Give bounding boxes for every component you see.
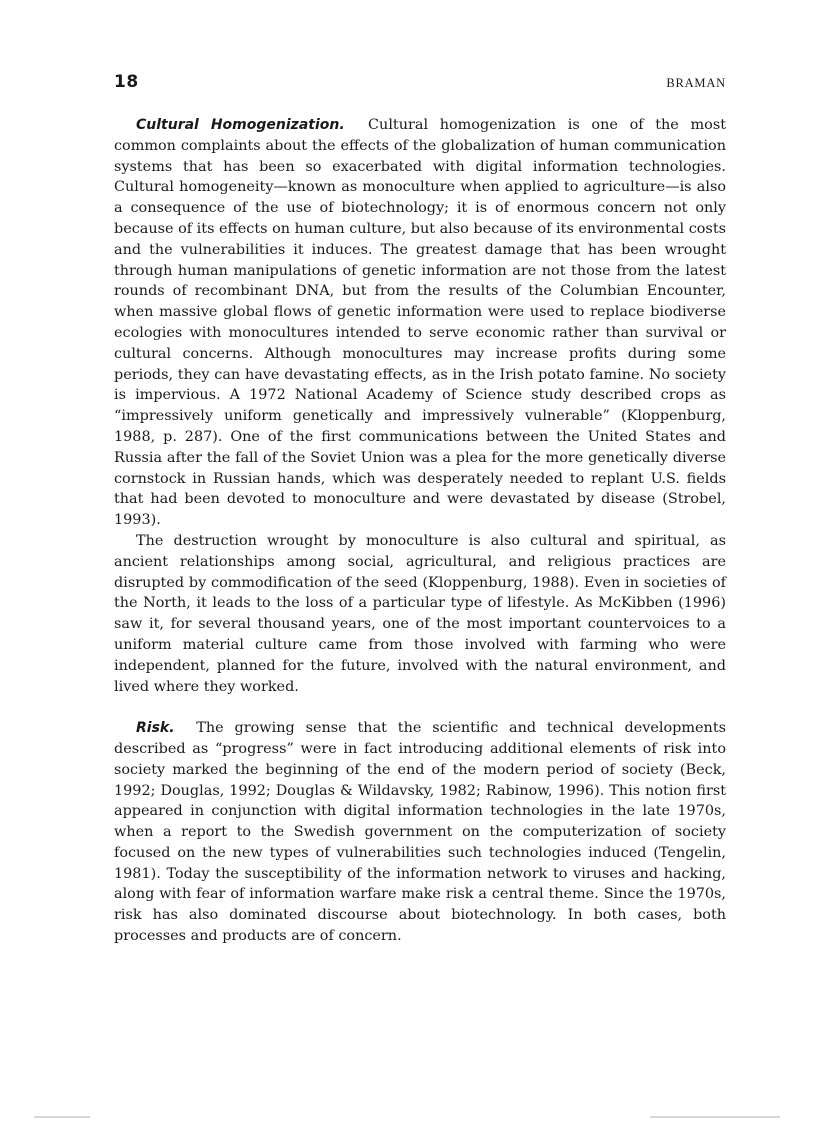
footer-printer-mark-left (34, 1116, 90, 1118)
page-number: 18 (114, 72, 139, 92)
footer-printer-mark-right (650, 1116, 780, 1118)
paragraph (114, 115, 726, 531)
section-heading-risk: Risk. (136, 720, 175, 737)
paragraph-text: Cultural homogenization is one of the most common complaints about the effects of the globalization of human communication systems that has been so exacerbated with digital information technologies. Cultural homogeneity—known as monoculture when applied to agriculture—is also a consequence of the use of biotechnology; it is of enormous concern not only because of its effects on human culture, but also because of its environmental costs and the vulnerabilities it induces. The greatest damage that has been wrought through human manipulations of genetic information are not those from the latest rounds of recombinant DNA, but from the results of the Columbian Encounter, when massive global flows of genetic information were used to replace biodiverse ecologies with monocultures intended to serve economic rather than survival or cultural concerns. Although monocultures may increase profits during some periods, they can have devastating effects, as in the Irish potato famine. No society is impervious. A 1972 National Academy of Science study described crops as “impressively uniform genetically and impressively vulnerable” (Kloppenburg, 1988, p. 287). One of the first communications between the United States and Russia after the fall of the Soviet Union was a plea for the more genetically diverse cornstock in Russian hands, which was desperately needed to replant U.S. fields that had been devoted to monoculture and were devastated by disease (Strobel, 1993). (114, 117, 726, 529)
paragraph (114, 531, 726, 697)
running-head: BRAMAN (666, 76, 726, 90)
paragraph (114, 718, 726, 947)
paragraph-text: The destruction wrought by monoculture is also cultural and spiritual, as ancient relationships among social, agricultural, and religious practices are disrupted by commodification of the seed (Kloppenburg, 1988). Even in societies of the North, it leads to the loss of a particular type of lifestyle. As McKibben (1996) saw it, for several thousand years, one of the most important countervoices to a uniform material culture came from those involved with farming who were independent, planned for the future, involved with the natural environment, and lived where they worked. (114, 532, 726, 695)
article-body (114, 115, 726, 947)
section-heading-cultural-homogenization: Cultural Homogenization. (136, 117, 345, 133)
paragraph-text: The growing sense that the scientific and technical developments described as “progress” were in fact introducing additional elements of risk into society marked the beginning of the end of the modern period of society (Beck, 1992; Douglas, 1992; Douglas & Wildavsky, 1982; Rabinow, 1996). This notion first appeared in conjunction with digital information technologies in the late 1970s, when a report to the Swedish government on the computerization of society focused on the new types of vulnerabilities such technologies induced (Tengelin, 1981). Today the susceptibility of the information network to viruses and hacking, along with fear of information warfare make risk a central theme. Since the 1970s, risk has also dominated discourse about biotechnology. In both cases, both processes and products are of concern. (114, 720, 726, 945)
page-header (114, 72, 726, 96)
